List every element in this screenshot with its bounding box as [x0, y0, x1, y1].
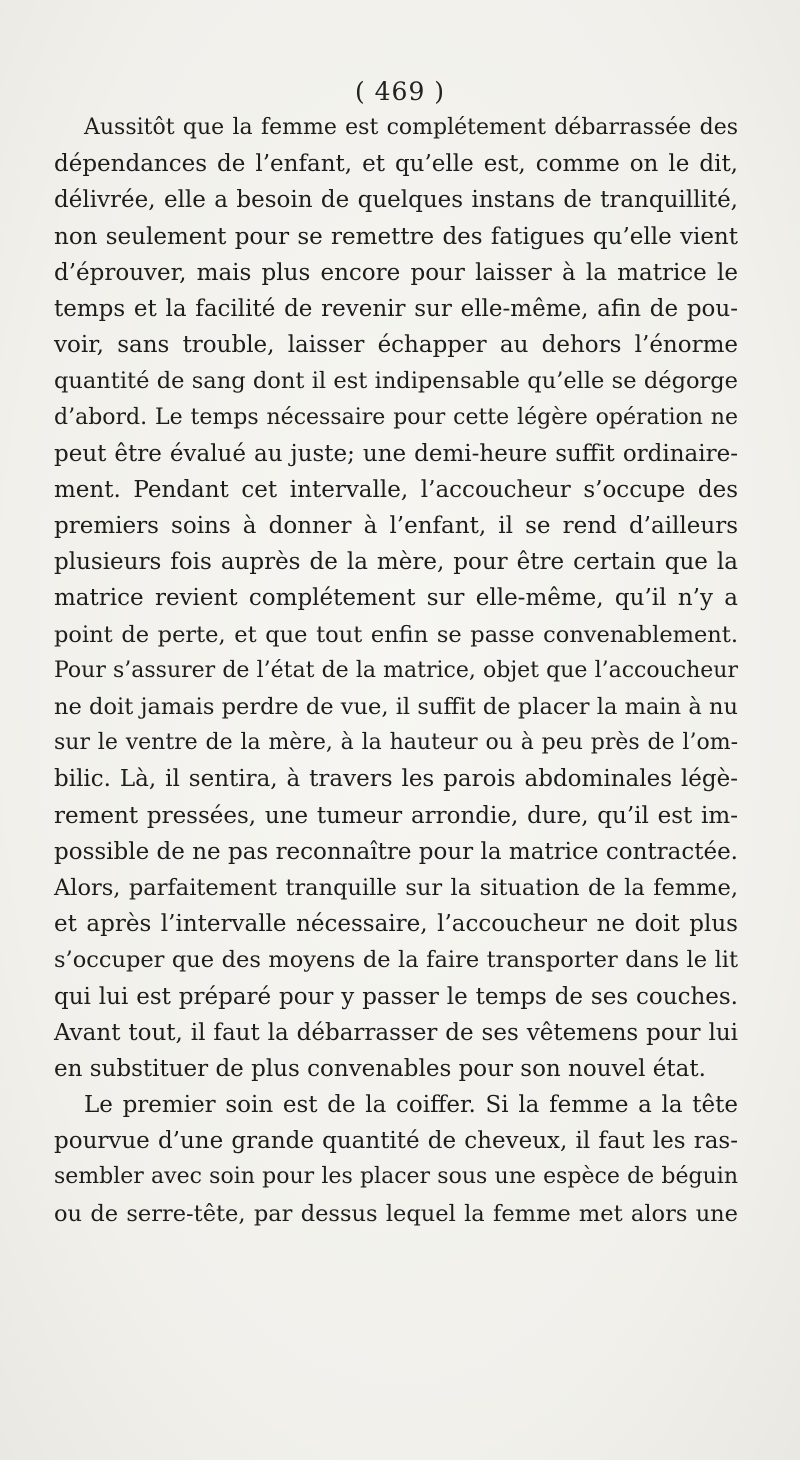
text-line: possible de ne pas reconnaître pour la matrice contractée.	[54, 838, 738, 865]
text-line: sembler avec soin pour les placer sous une espèce de béguin	[54, 1164, 738, 1190]
text-line: rement pressées, une tumeur arrondie, dure, qu’il est im-	[54, 802, 738, 829]
text-line: point de perte, et que tout enfin se passe convenablement.	[54, 621, 738, 648]
text-line: bilic. Là, il sentira, à travers les parois abdominales légè-	[54, 766, 738, 793]
text-line: pourvue d’une grande quantité de cheveux, il faut les ras-	[54, 1128, 738, 1155]
text-line: plusieurs fois auprès de la mère, pour être certain que la	[54, 549, 738, 576]
text-line: Le premier soin est de la coiffer. Si la femme a la tête	[84, 1092, 738, 1119]
text-line: non seulement pour se remettre des fatigues qu’elle vient	[54, 223, 738, 250]
text-line: dépendances de l’enfant, et qu’elle est, comme on le dit,	[54, 151, 738, 178]
body-text	[54, 110, 738, 1232]
text-line: peut être évalué au juste; une demi-heure suffit ordinaire-	[54, 440, 738, 467]
text-line: Avant tout, il faut la débarrasser de ses vêtemens pour lui	[54, 1019, 738, 1046]
text-line: quantité de sang dont il est indipensable qu’elle se dégorge	[54, 368, 738, 395]
text-line: temps et la facilité de revenir sur elle-même, afin de pou-	[54, 295, 738, 322]
text-line: ment. Pendant cet intervalle, l’accoucheur s’occupe des	[54, 476, 738, 503]
text-line: s’occuper que des moyens de la faire transporter dans le lit	[54, 947, 738, 974]
text-line: en substituer de plus convenables pour son nouvel état.	[54, 1055, 706, 1082]
text-line: sur le ventre de la mère, à la hauteur ou à peu près de l’om-	[54, 730, 738, 756]
text-line: qui lui est préparé pour y passer le temps de ses couches.	[54, 983, 738, 1010]
page-number: ( 469 )	[354, 77, 446, 106]
text-line: ou de serre-tête, par dessus lequel la femme met alors une	[54, 1200, 738, 1227]
text-line: délivrée, elle a besoin de quelques instans de tranquillité,	[54, 187, 738, 214]
text-line: Pour s’assurer de l’état de la matrice, objet que l’accoucheur	[54, 657, 738, 683]
text-line: et après l’intervalle nécessaire, l’accoucheur ne doit plus	[54, 911, 738, 938]
text-line: Alors, parfaitement tranquille sur la situation de la femme,	[54, 874, 738, 901]
text-line: voir, sans trouble, laisser échapper au dehors l’énorme	[54, 332, 738, 359]
text-line: premiers soins à donner à l’enfant, il se rend d’ailleurs	[54, 513, 738, 540]
text-line: matrice revient complétement sur elle-même, qu’il n’y a	[54, 585, 738, 612]
text-line: ne doit jamais perdre de vue, il suffit de placer la main à nu	[54, 694, 738, 720]
text-line: Aussitôt que la femme est complétement débarrassée des	[84, 115, 738, 140]
text-line: d’abord. Le temps nécessaire pour cette légère opération ne	[54, 404, 738, 430]
text-line: d’éprouver, mais plus encore pour laisser à la matrice le	[54, 259, 738, 286]
